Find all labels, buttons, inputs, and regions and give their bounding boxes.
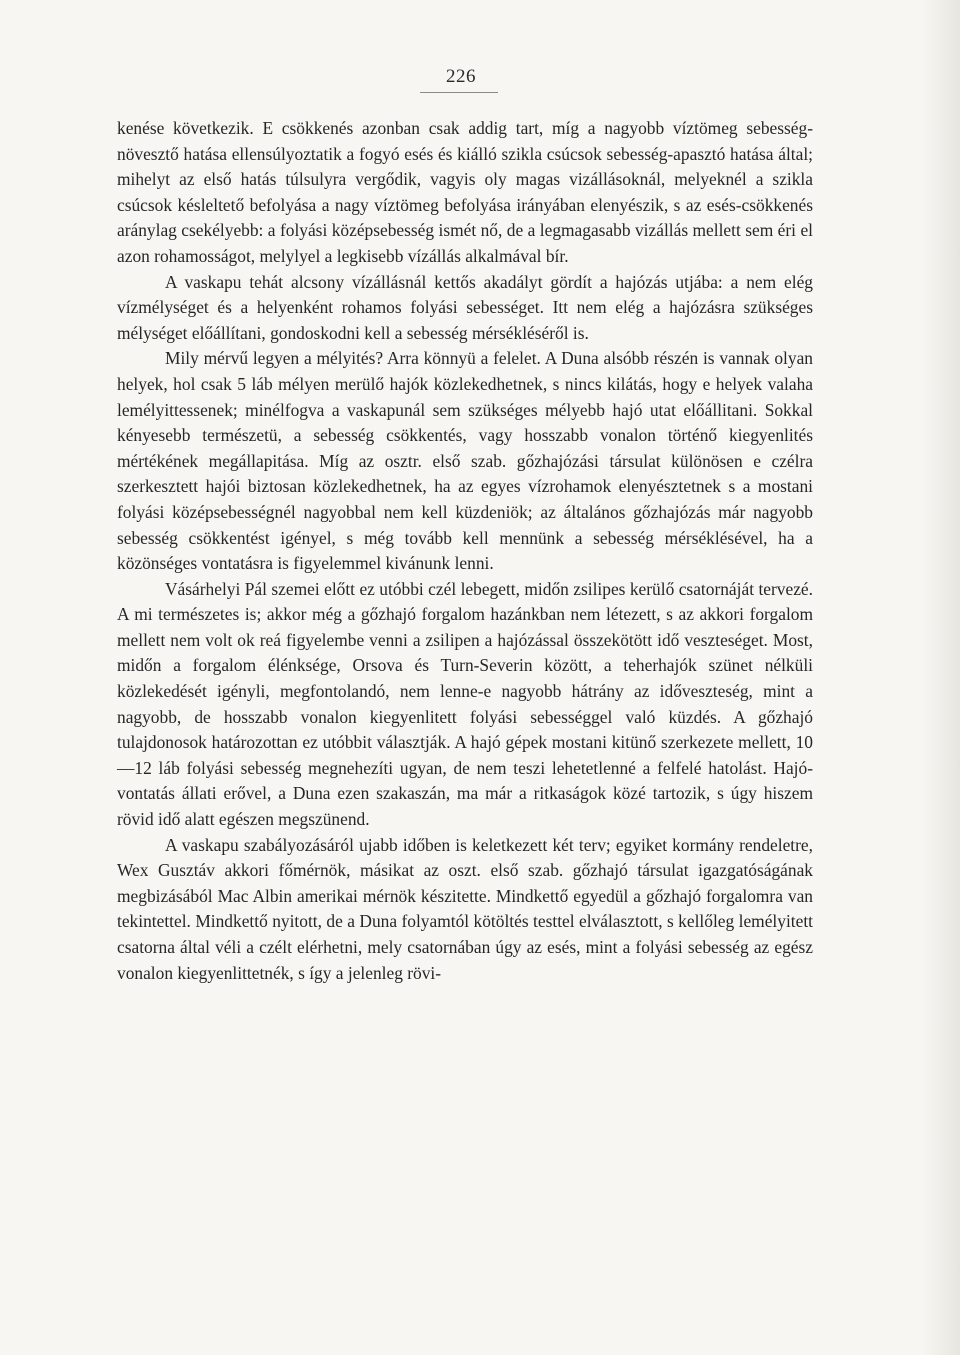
body-text (117, 116, 813, 986)
page-edge-shadow (922, 0, 960, 1355)
paragraph-2: A vaskapu tehát alcsony vízállásnál kettős akadályt gördít a hajózás utjába: a nem elég vízmélységet és a helyenként rohamos folyási sebességet. Itt nem elég a hajózásra szükséges mélységet előállítani, gondoskodni kell a sebesség mérsékléséről is. (117, 271, 813, 343)
paragraph-4: Vásárhelyi Pál szemei előtt ez utóbbi czél lebegett, midőn zsilipes kerülő csatornáját tervezé. A mi természetes is; akkor még a gőzhajó forgalom hazánkban nem létezett, s az akkori forgalom mellett nem volt ok reá figyelembe venni a zsilipen a hajózással összekötött idő veszteséget. Most, midőn a forgalom élénksége, Orsova és Turn-Severin között, a teherhajók szünet nélküli közlekedését igényli, megfontolandó, nem lenne-e nagyobb hátrány az időveszteség, mint a nagyobb, de hosszabb vonalon kiegyenlitett folyási sebességgel való küzdés. A gőzhajó tulajdonosok határozottan ez utóbbit választják. A hajó gépek mostani kitünő szerkezete mellett, 10—12 láb folyási sebesség megnehezíti ugyan, de nem teszi lehetetlenné a felfelé hatolást. Hajó-vontatás állati erővel, a Duna ezen szakaszán, ma már a ritkaságok közé tartozik, s úgy hiszem rövid idő alatt egészen megszünend. (117, 578, 813, 830)
paragraph-3: Mily mérvű legyen a mélyités? Arra könnyü a felelet. A Duna alsóbb részén is vannak olyan helyek, hol csak 5 láb mélyen merülő hajók közlekedhetnek, s nincs kilátás, hogy e helyek valaha lemélyittessenek; minélfogva a vaskapunál sem szükséges mélyebb hajó utat előállitani. Sokkal kényesebb természetü, a sebesség csökkentés, vagy hosszabb vonalon történő kiegyenlités mértékének megállapitása. Míg az osztr. első szab. gőzhajózási társulat különösen e czélra szerkesztett hajói biztosan közlekedhetnek, ha az egyes vízrohamok elenyésztetnek s a mostani folyási középsebességnél nagyobbal nem kell küzdeniök; az általános gőzhajózás már nagyobb sebesség csökkentést igényel, s még tovább kell mennünk a sebesség mérséklésével, ha a közönséges vontatásra is figyelemmel kivánunk lenni. (117, 348, 813, 574)
paragraph-5: A vaskapu szabályozásáról ujabb időben is keletkezett két terv; egyiket kormány rendeletre, Wex Gusztáv akkori főmérnök, másikat az oszt. első szab. gőzhajó társulat igazgatóságának megbizásából Mac Albin amerikai mérnök készitette. Mindkettő egyedül a gőzhajó forgalomra van tekintettel. Mindkettő nyitott, de a Duna folyamtól kötöltés testtel elválasztott, s kellőleg lemélyitett csatorna által véli a czélt elérhetni, mely csatornában úgy az esés, mint a folyási sebesség az egész vonalon kiegyenlittetnék, s így a jelenleg rövi- (117, 834, 813, 983)
page-number-rule (420, 92, 498, 93)
paragraph-1: kenése következik. E csökkenés azonban csak addig tart, míg a nagyobb víztömeg sebesség-növesztő hatása ellensúlyoztatik a fogyó esés és kiálló szikla csúcsok sebesség-apasztó hatása által; mihelyt az első hatás túlsulyra vergődik, vagyis oly magas vizállásoknál, melyeknél a szikla csúcsok késleltető befolyása a nagy víztömeg befolyása irányában elenyészik, s az esés-csökkenés aránylag csekélyebb: a folyási középsebesség ismét nő, de a legmagasabb vizállás mellett sem éri el azon rohamosságot, melylyel a legkisebb vízállás alkalmával bír. (117, 118, 813, 266)
page-number: 226 (446, 66, 476, 87)
